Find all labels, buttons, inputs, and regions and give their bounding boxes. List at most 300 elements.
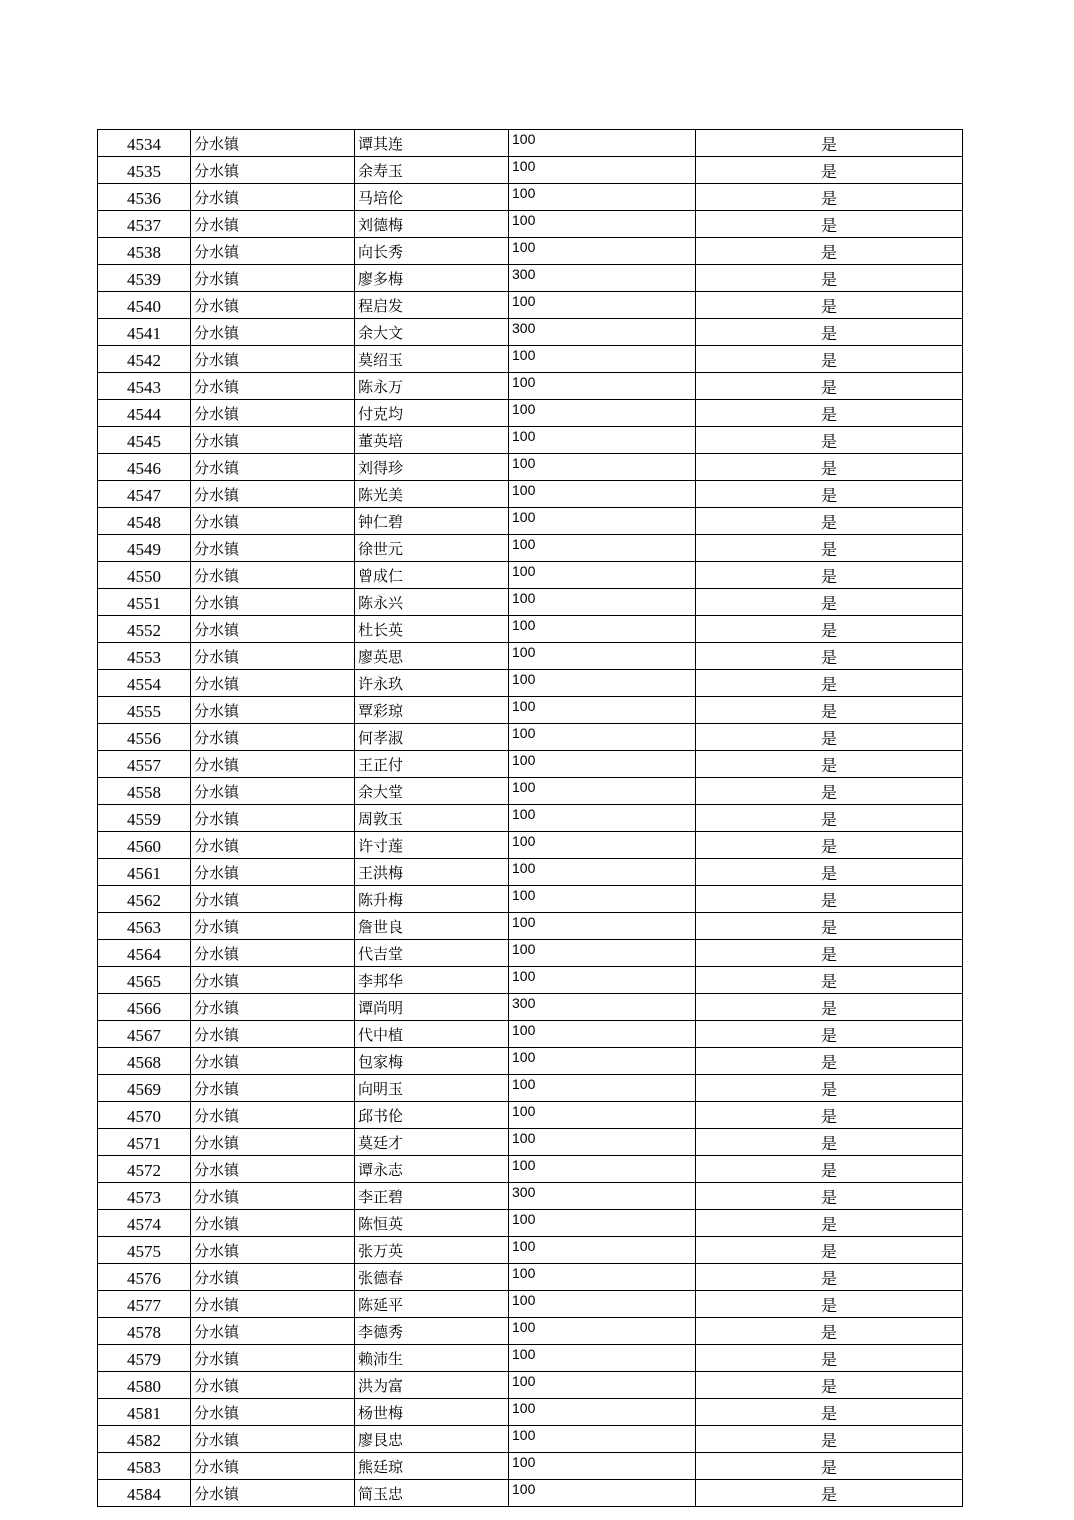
row-number-cell: 4580: [98, 1372, 191, 1399]
table-row: [98, 589, 963, 616]
table-row: [98, 1480, 963, 1507]
amount-cell: 100: [509, 1399, 696, 1426]
name-cell: 陈升梅: [355, 886, 509, 913]
town-cell: 分水镇: [191, 238, 355, 265]
town-cell: 分水镇: [191, 1399, 355, 1426]
flag-cell: 是: [696, 859, 963, 886]
amount-cell: 100: [509, 886, 696, 913]
row-number-cell: 4543: [98, 373, 191, 400]
town-cell: 分水镇: [191, 481, 355, 508]
row-number-cell: 4562: [98, 886, 191, 913]
amount-cell: 100: [509, 238, 696, 265]
table-row: [98, 1102, 963, 1129]
town-cell: 分水镇: [191, 373, 355, 400]
name-cell: 陈永万: [355, 373, 509, 400]
name-cell: 廖艮忠: [355, 1426, 509, 1453]
town-cell: 分水镇: [191, 508, 355, 535]
table-body: [98, 130, 963, 1507]
name-cell: 陈光美: [355, 481, 509, 508]
row-number-cell: 4537: [98, 211, 191, 238]
table-row: [98, 1453, 963, 1480]
town-cell: 分水镇: [191, 1453, 355, 1480]
name-cell: 程启发: [355, 292, 509, 319]
row-number-cell: 4563: [98, 913, 191, 940]
flag-cell: 是: [696, 535, 963, 562]
table-row: [98, 184, 963, 211]
amount-cell: 100: [509, 373, 696, 400]
town-cell: 分水镇: [191, 1426, 355, 1453]
flag-cell: 是: [696, 670, 963, 697]
row-number-cell: 4572: [98, 1156, 191, 1183]
town-cell: 分水镇: [191, 616, 355, 643]
table-row: [98, 913, 963, 940]
amount-cell: 100: [509, 1048, 696, 1075]
row-number-cell: 4578: [98, 1318, 191, 1345]
flag-cell: 是: [696, 1048, 963, 1075]
table-row: [98, 886, 963, 913]
table-row: [98, 940, 963, 967]
name-cell: 王洪梅: [355, 859, 509, 886]
row-number-cell: 4557: [98, 751, 191, 778]
table-row: [98, 1129, 963, 1156]
name-cell: 余寿玉: [355, 157, 509, 184]
row-number-cell: 4567: [98, 1021, 191, 1048]
row-number-cell: 4547: [98, 481, 191, 508]
amount-cell: 300: [509, 1183, 696, 1210]
table-row: [98, 562, 963, 589]
row-number-cell: 4565: [98, 967, 191, 994]
name-cell: 徐世元: [355, 535, 509, 562]
amount-cell: 100: [509, 1480, 696, 1507]
amount-cell: 300: [509, 265, 696, 292]
flag-cell: 是: [696, 1426, 963, 1453]
name-cell: 李邦华: [355, 967, 509, 994]
flag-cell: 是: [696, 373, 963, 400]
row-number-cell: 4569: [98, 1075, 191, 1102]
row-number-cell: 4568: [98, 1048, 191, 1075]
table-row: [98, 832, 963, 859]
amount-cell: 100: [509, 751, 696, 778]
row-number-cell: 4573: [98, 1183, 191, 1210]
amount-cell: 100: [509, 562, 696, 589]
name-cell: 廖多梅: [355, 265, 509, 292]
town-cell: 分水镇: [191, 1048, 355, 1075]
town-cell: 分水镇: [191, 940, 355, 967]
amount-cell: 100: [509, 1291, 696, 1318]
amount-cell: 100: [509, 1156, 696, 1183]
flag-cell: 是: [696, 778, 963, 805]
flag-cell: 是: [696, 1264, 963, 1291]
amount-cell: 100: [509, 1426, 696, 1453]
table-row: [98, 157, 963, 184]
flag-cell: 是: [696, 211, 963, 238]
name-cell: 陈恒英: [355, 1210, 509, 1237]
name-cell: 代吉堂: [355, 940, 509, 967]
town-cell: 分水镇: [191, 805, 355, 832]
table-row: [98, 1426, 963, 1453]
name-cell: 钟仁碧: [355, 508, 509, 535]
table-row: [98, 805, 963, 832]
flag-cell: 是: [696, 427, 963, 454]
table-row: [98, 1237, 963, 1264]
row-number-cell: 4539: [98, 265, 191, 292]
town-cell: 分水镇: [191, 967, 355, 994]
name-cell: 刘德梅: [355, 211, 509, 238]
flag-cell: 是: [696, 967, 963, 994]
town-cell: 分水镇: [191, 346, 355, 373]
row-number-cell: 4548: [98, 508, 191, 535]
town-cell: 分水镇: [191, 1480, 355, 1507]
amount-cell: 100: [509, 1102, 696, 1129]
name-cell: 许永玖: [355, 670, 509, 697]
name-cell: 熊廷琼: [355, 1453, 509, 1480]
row-number-cell: 4541: [98, 319, 191, 346]
town-cell: 分水镇: [191, 1264, 355, 1291]
row-number-cell: 4558: [98, 778, 191, 805]
town-cell: 分水镇: [191, 697, 355, 724]
flag-cell: 是: [696, 292, 963, 319]
table-row: [98, 238, 963, 265]
table-row: [98, 1372, 963, 1399]
flag-cell: 是: [696, 1345, 963, 1372]
table-row: [98, 697, 963, 724]
name-cell: 包家梅: [355, 1048, 509, 1075]
town-cell: 分水镇: [191, 1291, 355, 1318]
town-cell: 分水镇: [191, 130, 355, 157]
table-row: [98, 1048, 963, 1075]
table-row: [98, 1399, 963, 1426]
amount-cell: 100: [509, 670, 696, 697]
row-number-cell: 4583: [98, 1453, 191, 1480]
town-cell: 分水镇: [191, 643, 355, 670]
town-cell: 分水镇: [191, 832, 355, 859]
flag-cell: 是: [696, 697, 963, 724]
town-cell: 分水镇: [191, 535, 355, 562]
row-number-cell: 4546: [98, 454, 191, 481]
row-number-cell: 4577: [98, 1291, 191, 1318]
name-cell: 赖沛生: [355, 1345, 509, 1372]
amount-cell: 100: [509, 1453, 696, 1480]
amount-cell: 100: [509, 481, 696, 508]
amount-cell: 100: [509, 130, 696, 157]
table-row: [98, 265, 963, 292]
amount-cell: 100: [509, 427, 696, 454]
flag-cell: 是: [696, 346, 963, 373]
flag-cell: 是: [696, 1291, 963, 1318]
amount-cell: 100: [509, 859, 696, 886]
flag-cell: 是: [696, 1453, 963, 1480]
amount-cell: 100: [509, 1237, 696, 1264]
table-row: [98, 400, 963, 427]
table-row: [98, 373, 963, 400]
amount-cell: 100: [509, 1372, 696, 1399]
row-number-cell: 4564: [98, 940, 191, 967]
row-number-cell: 4552: [98, 616, 191, 643]
flag-cell: 是: [696, 184, 963, 211]
table-row: [98, 724, 963, 751]
row-number-cell: 4582: [98, 1426, 191, 1453]
amount-cell: 100: [509, 535, 696, 562]
town-cell: 分水镇: [191, 184, 355, 211]
amount-cell: 100: [509, 454, 696, 481]
town-cell: 分水镇: [191, 1210, 355, 1237]
table-row: [98, 535, 963, 562]
town-cell: 分水镇: [191, 400, 355, 427]
name-cell: 许寸莲: [355, 832, 509, 859]
flag-cell: 是: [696, 1237, 963, 1264]
table-row: [98, 211, 963, 238]
name-cell: 张万英: [355, 1237, 509, 1264]
flag-cell: 是: [696, 454, 963, 481]
name-cell: 余大文: [355, 319, 509, 346]
name-cell: 杜长英: [355, 616, 509, 643]
name-cell: 陈延平: [355, 1291, 509, 1318]
name-cell: 陈永兴: [355, 589, 509, 616]
flag-cell: 是: [696, 886, 963, 913]
flag-cell: 是: [696, 508, 963, 535]
row-number-cell: 4555: [98, 697, 191, 724]
town-cell: 分水镇: [191, 1102, 355, 1129]
flag-cell: 是: [696, 1399, 963, 1426]
town-cell: 分水镇: [191, 1129, 355, 1156]
amount-cell: 100: [509, 1021, 696, 1048]
amount-cell: 300: [509, 319, 696, 346]
amount-cell: 100: [509, 184, 696, 211]
town-cell: 分水镇: [191, 265, 355, 292]
row-number-cell: 4556: [98, 724, 191, 751]
name-cell: 莫绍玉: [355, 346, 509, 373]
table-row: [98, 319, 963, 346]
name-cell: 代中植: [355, 1021, 509, 1048]
flag-cell: 是: [696, 724, 963, 751]
table-row: [98, 427, 963, 454]
name-cell: 董英培: [355, 427, 509, 454]
row-number-cell: 4579: [98, 1345, 191, 1372]
town-cell: 分水镇: [191, 859, 355, 886]
amount-cell: 100: [509, 1075, 696, 1102]
table-row: [98, 643, 963, 670]
name-cell: 谭其连: [355, 130, 509, 157]
amount-cell: 100: [509, 643, 696, 670]
name-cell: 向长秀: [355, 238, 509, 265]
amount-cell: 100: [509, 805, 696, 832]
flag-cell: 是: [696, 832, 963, 859]
row-number-cell: 4576: [98, 1264, 191, 1291]
table-row: [98, 1210, 963, 1237]
town-cell: 分水镇: [191, 1183, 355, 1210]
row-number-cell: 4570: [98, 1102, 191, 1129]
name-cell: 詹世良: [355, 913, 509, 940]
town-cell: 分水镇: [191, 1021, 355, 1048]
row-number-cell: 4553: [98, 643, 191, 670]
town-cell: 分水镇: [191, 751, 355, 778]
row-number-cell: 4551: [98, 589, 191, 616]
amount-cell: 100: [509, 1345, 696, 1372]
name-cell: 覃彩琼: [355, 697, 509, 724]
flag-cell: 是: [696, 1075, 963, 1102]
name-cell: 张德春: [355, 1264, 509, 1291]
amount-cell: 100: [509, 211, 696, 238]
row-number-cell: 4554: [98, 670, 191, 697]
amount-cell: 100: [509, 967, 696, 994]
row-number-cell: 4584: [98, 1480, 191, 1507]
table-row: [98, 670, 963, 697]
row-number-cell: 4575: [98, 1237, 191, 1264]
town-cell: 分水镇: [191, 1237, 355, 1264]
table-row: [98, 130, 963, 157]
town-cell: 分水镇: [191, 1372, 355, 1399]
table-row: [98, 1345, 963, 1372]
name-cell: 曾成仁: [355, 562, 509, 589]
flag-cell: 是: [696, 751, 963, 778]
amount-cell: 100: [509, 508, 696, 535]
table-row: [98, 967, 963, 994]
name-cell: 廖英思: [355, 643, 509, 670]
row-number-cell: 4534: [98, 130, 191, 157]
name-cell: 刘得珍: [355, 454, 509, 481]
name-cell: 马培伦: [355, 184, 509, 211]
flag-cell: 是: [696, 1183, 963, 1210]
flag-cell: 是: [696, 805, 963, 832]
town-cell: 分水镇: [191, 1156, 355, 1183]
amount-cell: 100: [509, 724, 696, 751]
amount-cell: 100: [509, 400, 696, 427]
flag-cell: 是: [696, 940, 963, 967]
flag-cell: 是: [696, 481, 963, 508]
table-row: [98, 1183, 963, 1210]
amount-cell: 100: [509, 157, 696, 184]
name-cell: 杨世梅: [355, 1399, 509, 1426]
town-cell: 分水镇: [191, 994, 355, 1021]
row-number-cell: 4559: [98, 805, 191, 832]
flag-cell: 是: [696, 1156, 963, 1183]
name-cell: 洪为富: [355, 1372, 509, 1399]
row-number-cell: 4538: [98, 238, 191, 265]
amount-cell: 100: [509, 1264, 696, 1291]
amount-cell: 100: [509, 589, 696, 616]
flag-cell: 是: [696, 130, 963, 157]
town-cell: 分水镇: [191, 211, 355, 238]
flag-cell: 是: [696, 1372, 963, 1399]
table-row: [98, 1291, 963, 1318]
name-cell: 邱书伦: [355, 1102, 509, 1129]
town-cell: 分水镇: [191, 778, 355, 805]
table-row: [98, 292, 963, 319]
town-cell: 分水镇: [191, 1345, 355, 1372]
table-row: [98, 751, 963, 778]
table-row: [98, 1264, 963, 1291]
town-cell: 分水镇: [191, 589, 355, 616]
name-cell: 莫廷才: [355, 1129, 509, 1156]
name-cell: 李正碧: [355, 1183, 509, 1210]
amount-cell: 100: [509, 778, 696, 805]
town-cell: 分水镇: [191, 427, 355, 454]
name-cell: 周敦玉: [355, 805, 509, 832]
amount-cell: 100: [509, 1210, 696, 1237]
town-cell: 分水镇: [191, 1075, 355, 1102]
flag-cell: 是: [696, 1021, 963, 1048]
row-number-cell: 4574: [98, 1210, 191, 1237]
table-row: [98, 778, 963, 805]
town-cell: 分水镇: [191, 319, 355, 346]
flag-cell: 是: [696, 238, 963, 265]
name-cell: 何孝淑: [355, 724, 509, 751]
name-cell: 李德秀: [355, 1318, 509, 1345]
row-number-cell: 4550: [98, 562, 191, 589]
table-row: [98, 481, 963, 508]
flag-cell: 是: [696, 562, 963, 589]
name-cell: 谭尚明: [355, 994, 509, 1021]
row-number-cell: 4566: [98, 994, 191, 1021]
flag-cell: 是: [696, 1318, 963, 1345]
row-number-cell: 4561: [98, 859, 191, 886]
flag-cell: 是: [696, 1210, 963, 1237]
row-number-cell: 4540: [98, 292, 191, 319]
name-cell: 谭永志: [355, 1156, 509, 1183]
flag-cell: 是: [696, 994, 963, 1021]
town-cell: 分水镇: [191, 886, 355, 913]
flag-cell: 是: [696, 1129, 963, 1156]
row-number-cell: 4560: [98, 832, 191, 859]
table-row: [98, 994, 963, 1021]
town-cell: 分水镇: [191, 292, 355, 319]
name-cell: 付克均: [355, 400, 509, 427]
name-cell: 王正付: [355, 751, 509, 778]
flag-cell: 是: [696, 319, 963, 346]
table-row: [98, 616, 963, 643]
town-cell: 分水镇: [191, 1318, 355, 1345]
amount-cell: 100: [509, 616, 696, 643]
amount-cell: 100: [509, 292, 696, 319]
row-number-cell: 4581: [98, 1399, 191, 1426]
amount-cell: 100: [509, 1318, 696, 1345]
flag-cell: 是: [696, 1480, 963, 1507]
row-number-cell: 4536: [98, 184, 191, 211]
flag-cell: 是: [696, 589, 963, 616]
flag-cell: 是: [696, 1102, 963, 1129]
amount-cell: 300: [509, 994, 696, 1021]
town-cell: 分水镇: [191, 724, 355, 751]
name-cell: 向明玉: [355, 1075, 509, 1102]
flag-cell: 是: [696, 643, 963, 670]
amount-cell: 100: [509, 1129, 696, 1156]
town-cell: 分水镇: [191, 562, 355, 589]
flag-cell: 是: [696, 265, 963, 292]
flag-cell: 是: [696, 157, 963, 184]
table-row: [98, 1156, 963, 1183]
town-cell: 分水镇: [191, 157, 355, 184]
name-cell: 简玉忠: [355, 1480, 509, 1507]
amount-cell: 100: [509, 940, 696, 967]
amount-cell: 100: [509, 913, 696, 940]
data-table: [97, 129, 963, 1507]
row-number-cell: 4549: [98, 535, 191, 562]
flag-cell: 是: [696, 400, 963, 427]
town-cell: 分水镇: [191, 454, 355, 481]
table-row: [98, 1021, 963, 1048]
row-number-cell: 4535: [98, 157, 191, 184]
row-number-cell: 4571: [98, 1129, 191, 1156]
amount-cell: 100: [509, 346, 696, 373]
town-cell: 分水镇: [191, 670, 355, 697]
table-row: [98, 1075, 963, 1102]
amount-cell: 100: [509, 697, 696, 724]
table-row: [98, 346, 963, 373]
amount-cell: 100: [509, 832, 696, 859]
row-number-cell: 4545: [98, 427, 191, 454]
name-cell: 余大堂: [355, 778, 509, 805]
table-row: [98, 454, 963, 481]
